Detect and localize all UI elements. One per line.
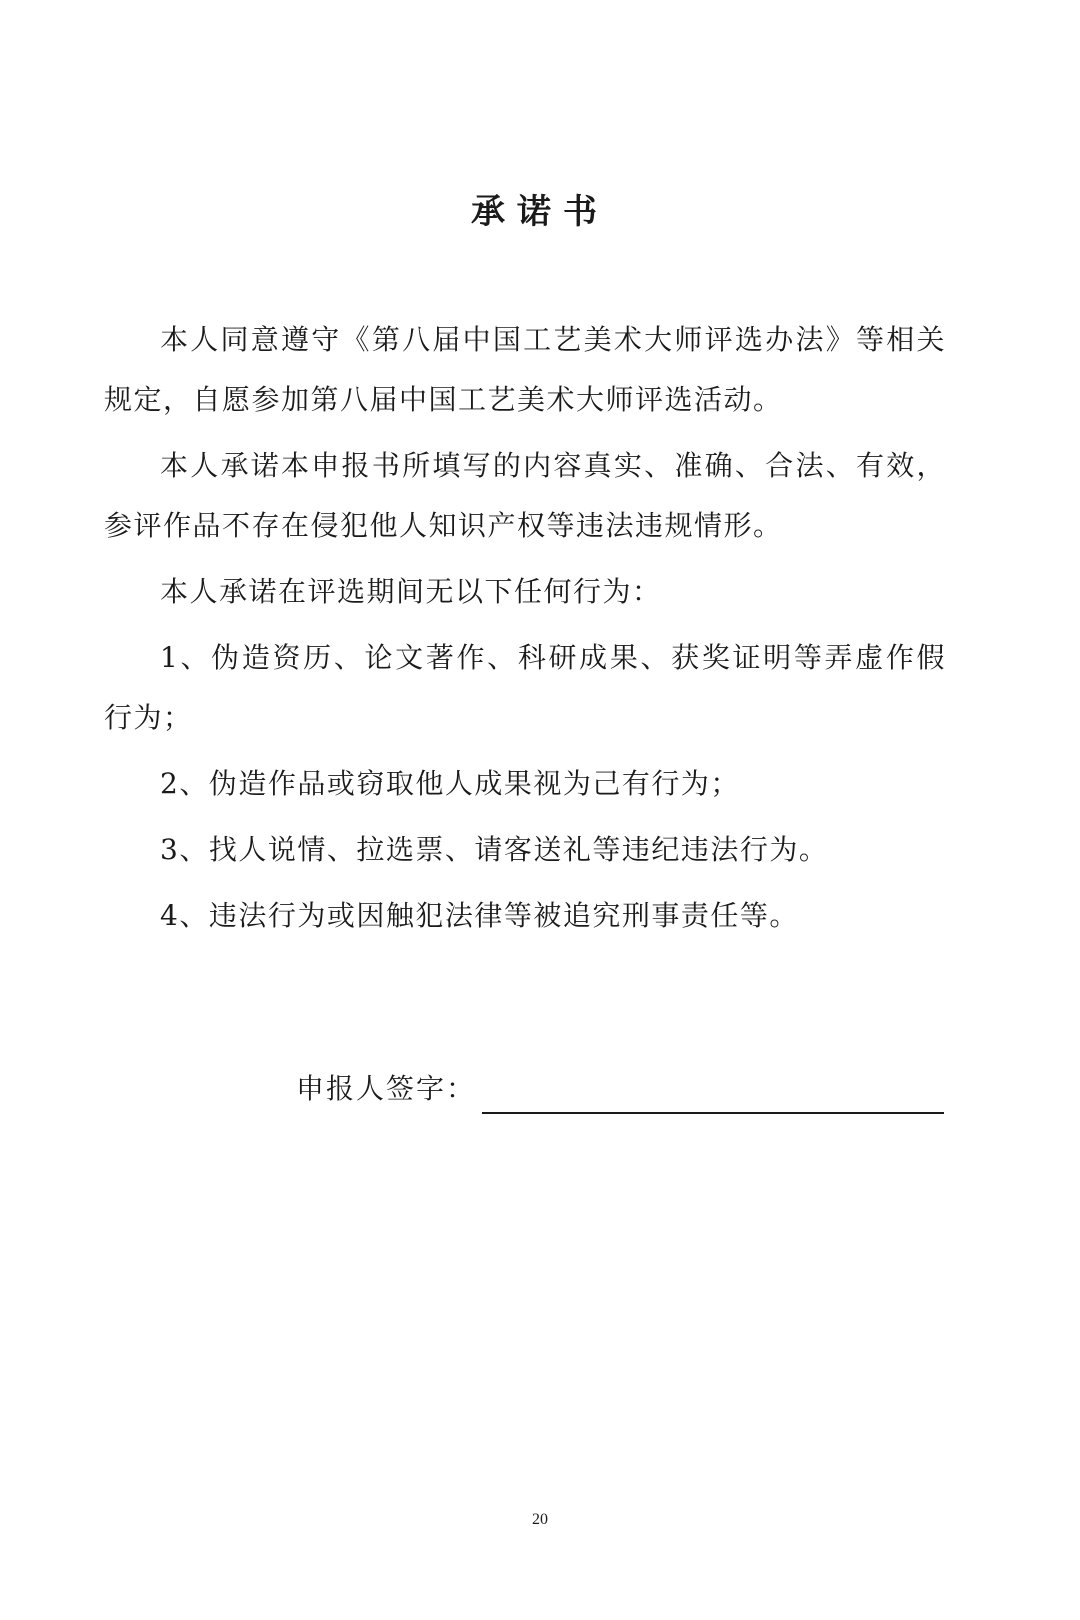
signature-label: 申报人签字： — [296, 1072, 477, 1105]
list-item-4: 4、违法行为或因触犯法律等被追究刑事责任等。 — [160, 899, 799, 932]
paragraph-agreement: 本人同意遵守《第八届中国工艺美术大师评选办法》等相关规定，自愿参加第八届中国工艺美术大师评选活动。 — [104, 323, 946, 416]
paragraph-truthfulness: 本人承诺本申报书所填写的内容真实、准确、合法、有效，参评作品不存在侵犯他人知识产权等违法违规情形。 — [104, 449, 946, 542]
signature-line[interactable] — [482, 1074, 944, 1114]
list-item-3: 3、找人说情、拉选票、请客送礼等违纪违法行为。 — [160, 833, 829, 866]
signature-row — [296, 1064, 944, 1114]
list-item-2: 2、伪造作品或窃取他人成果视为己有行为； — [160, 767, 740, 800]
list-item-1: 1、伪造资历、论文著作、科研成果、获奖证明等弄虚作假行为； — [104, 641, 946, 734]
paragraph-prohibited-intro: 本人承诺在评选期间无以下任何行为： — [160, 575, 662, 608]
document-title: 承诺书 — [471, 192, 609, 232]
document-body — [104, 310, 946, 952]
page-number: 20 — [532, 1511, 548, 1528]
